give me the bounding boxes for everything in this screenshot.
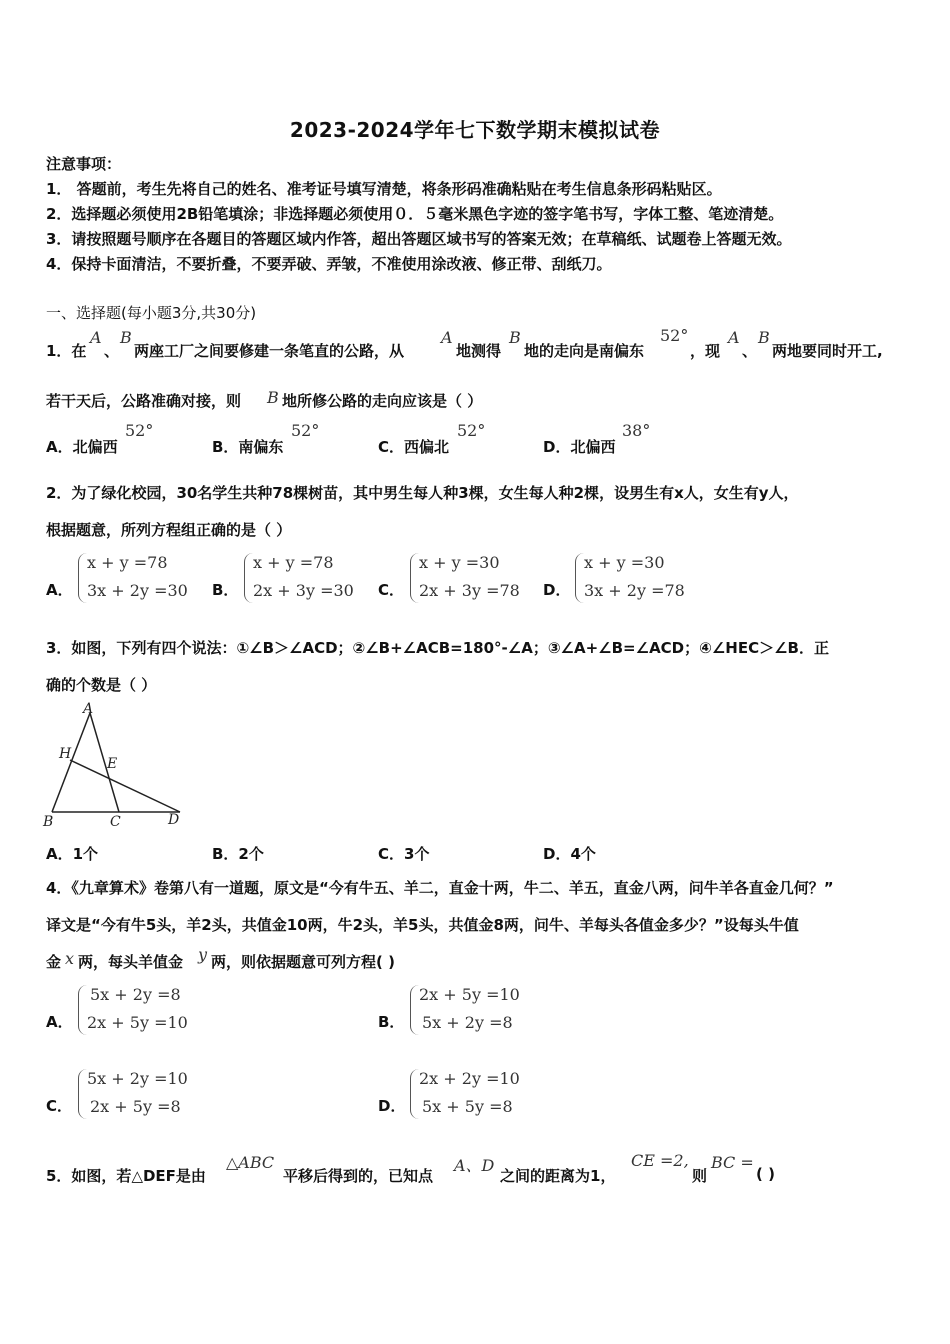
q1-sep: 、 <box>742 342 758 360</box>
q4-text: 译文是“今有牛5头，羊2头，共值金10两，牛2头，羊5头，共值金8两，问牛、羊每头各值金多少？”设每头牛值 <box>46 916 799 934</box>
brace <box>78 1069 87 1119</box>
q1-option-a-angle: 52° <box>125 421 154 440</box>
q1-point-b: B <box>758 328 770 347</box>
equation: x + y =78 <box>87 553 168 572</box>
q1-text: 两座工厂之间要修建一条笔直的公路，从 <box>134 342 405 360</box>
q5-text: 平移后得到的，已知点 <box>283 1167 434 1185</box>
q5-ce: CE =2, <box>631 1151 689 1170</box>
equation: 5x + 2y =8 <box>90 985 181 1004</box>
brace <box>410 985 419 1035</box>
equation: 5x + 2y =8 <box>422 1013 513 1032</box>
segment-hd <box>70 760 180 812</box>
q4-text: 两，每头羊值金 <box>78 953 184 971</box>
q4-var-x: x <box>65 949 75 968</box>
brace <box>78 985 87 1035</box>
label-e: E <box>107 756 118 772</box>
q1-text: 地所修公路的走向应该是（ ） <box>282 392 483 410</box>
equation: 2x + 3y =78 <box>419 581 520 600</box>
equation: 5x + 2y =10 <box>87 1069 188 1088</box>
q1-point-b: B <box>509 328 521 347</box>
equation: 3x + 2y =78 <box>584 581 685 600</box>
q1-option-c[interactable]: C．西偏北 <box>378 438 450 456</box>
notice-item: 2．选择题必须使用2B铅笔填涂；非选择题必须使用０．５毫米黑色字迹的签字笔书写，字体工整、笔迹清楚。 <box>46 205 784 223</box>
label-a: A <box>83 701 94 717</box>
q1-point-a: A <box>728 328 740 347</box>
q1-text: ，现 <box>690 342 721 360</box>
section-heading: 一、选择题(每小题3分,共30分) <box>46 304 257 322</box>
q1-point-b: B <box>267 388 279 407</box>
brace <box>410 1069 419 1119</box>
q5-text: ( ) <box>756 1165 775 1183</box>
notice-item: 1． 答题前，考生先将自己的姓名、准考证号填写清楚，将条形码准确粘贴在考生信息条形码粘贴区。 <box>46 180 722 198</box>
page-title: 2023-2024学年七下数学期末模拟试卷 <box>289 118 661 142</box>
q5-bc: BC = <box>711 1153 754 1172</box>
q1-option-b-angle: 52° <box>291 421 320 440</box>
brace <box>244 553 253 603</box>
notice-item: 4．保持卡面清洁，不要折叠，不要弄破、弄皱，不准使用涂改液、修正带、刮纸刀。 <box>46 255 612 273</box>
brace <box>575 553 584 603</box>
q1-point-a: A <box>90 328 102 347</box>
q1-text: 若干天后，公路准确对接，则 <box>46 392 242 410</box>
brace <box>78 553 87 603</box>
equation: x + y =30 <box>584 553 665 572</box>
equation: 2x + 5y =10 <box>419 985 520 1004</box>
q3-option-a[interactable]: A．1个 <box>46 845 99 863</box>
segment-ab <box>52 713 90 812</box>
q3-option-b[interactable]: B．2个 <box>212 845 264 863</box>
q2-option-a[interactable]: A． <box>46 581 73 599</box>
q5-text: 5．如图，若△DEF是由 <box>46 1167 206 1185</box>
q5-points: A、D <box>454 1156 495 1175</box>
q1-point-a: A <box>441 328 453 347</box>
equation: 2x + 2y =10 <box>419 1069 520 1088</box>
notice-heading: 注意事项： <box>46 155 122 173</box>
q2-option-c[interactable]: C． <box>378 581 405 599</box>
q1-option-b[interactable]: B．南偏东 <box>212 438 284 456</box>
q2-option-b[interactable]: B． <box>212 581 239 599</box>
q3-text: 3．如图，下列有四个说法：①∠B＞∠ACD；②∠B+∠ACB=180°-∠A；③∠A+∠B=∠ACD；④∠HEC＞∠B．正 <box>46 639 829 657</box>
equation: 2x + 5y =8 <box>90 1097 181 1116</box>
q4-option-c[interactable]: C． <box>46 1097 73 1115</box>
equation: 5x + 5y =8 <box>422 1097 513 1116</box>
label-b: B <box>43 814 54 830</box>
q1-angle: 52° <box>660 326 689 345</box>
notice-item: 3．请按照题号顺序在各题目的答题区域内作答，超出答题区域书写的答案无效；在草稿纸、试题卷上答题无效。 <box>46 230 792 248</box>
q4-var-y: y <box>198 945 208 964</box>
q4-text: 金 <box>46 953 62 971</box>
q4-text: 两，则依据题意可列方程( ) <box>211 953 395 971</box>
q3-option-d[interactable]: D．4个 <box>543 845 596 863</box>
q5-triangle: △ABC <box>226 1153 275 1172</box>
q1-sep: 、 <box>104 342 120 360</box>
q1-text: 1．在 <box>46 342 87 360</box>
q1-point-b: B <box>120 328 132 347</box>
q2-option-d[interactable]: D． <box>543 581 571 599</box>
q4-text: 4．《九章算术》卷第八有一道题，原文是“今有牛五、羊二，直金十两，牛二、羊五，直金八两，问牛羊各直金几何？” <box>46 879 834 897</box>
equation: 2x + 5y =10 <box>87 1013 188 1032</box>
brace <box>410 553 419 603</box>
q1-text: 地测得 <box>456 342 502 360</box>
q1-option-d-angle: 38° <box>622 421 651 440</box>
q4-option-b[interactable]: B． <box>378 1013 405 1031</box>
q4-option-d[interactable]: D． <box>378 1097 406 1115</box>
equation: 3x + 2y =30 <box>87 581 188 600</box>
q2-text: 2．为了绿化校园，30名学生共种78棵树苗，其中男生每人种3棵，女生每人种2棵，设男生有x人，女生有y人， <box>46 484 799 502</box>
label-d: D <box>168 812 180 828</box>
q3-option-c[interactable]: C．3个 <box>378 845 430 863</box>
equation: 2x + 3y =30 <box>253 581 354 600</box>
label-c: C <box>110 814 121 830</box>
q1-option-d[interactable]: D．北偏西 <box>543 438 616 456</box>
q3-triangle-figure <box>40 700 190 830</box>
q5-text: 之间的距离为1， <box>500 1167 616 1185</box>
q3-text: 确的个数是（ ） <box>46 676 157 694</box>
q1-option-a[interactable]: A．北偏西 <box>46 438 118 456</box>
q4-option-a[interactable]: A． <box>46 1013 73 1031</box>
q1-text: 地的走向是南偏东 <box>524 342 645 360</box>
q2-text: 根据题意，所列方程组正确的是（ ） <box>46 521 292 539</box>
equation: x + y =30 <box>419 553 500 572</box>
label-h: H <box>59 746 72 762</box>
q5-text: 则 <box>692 1167 708 1185</box>
q1-option-c-angle: 52° <box>457 421 486 440</box>
equation: x + y =78 <box>253 553 334 572</box>
q1-text: 两地要同时开工, <box>772 342 883 360</box>
